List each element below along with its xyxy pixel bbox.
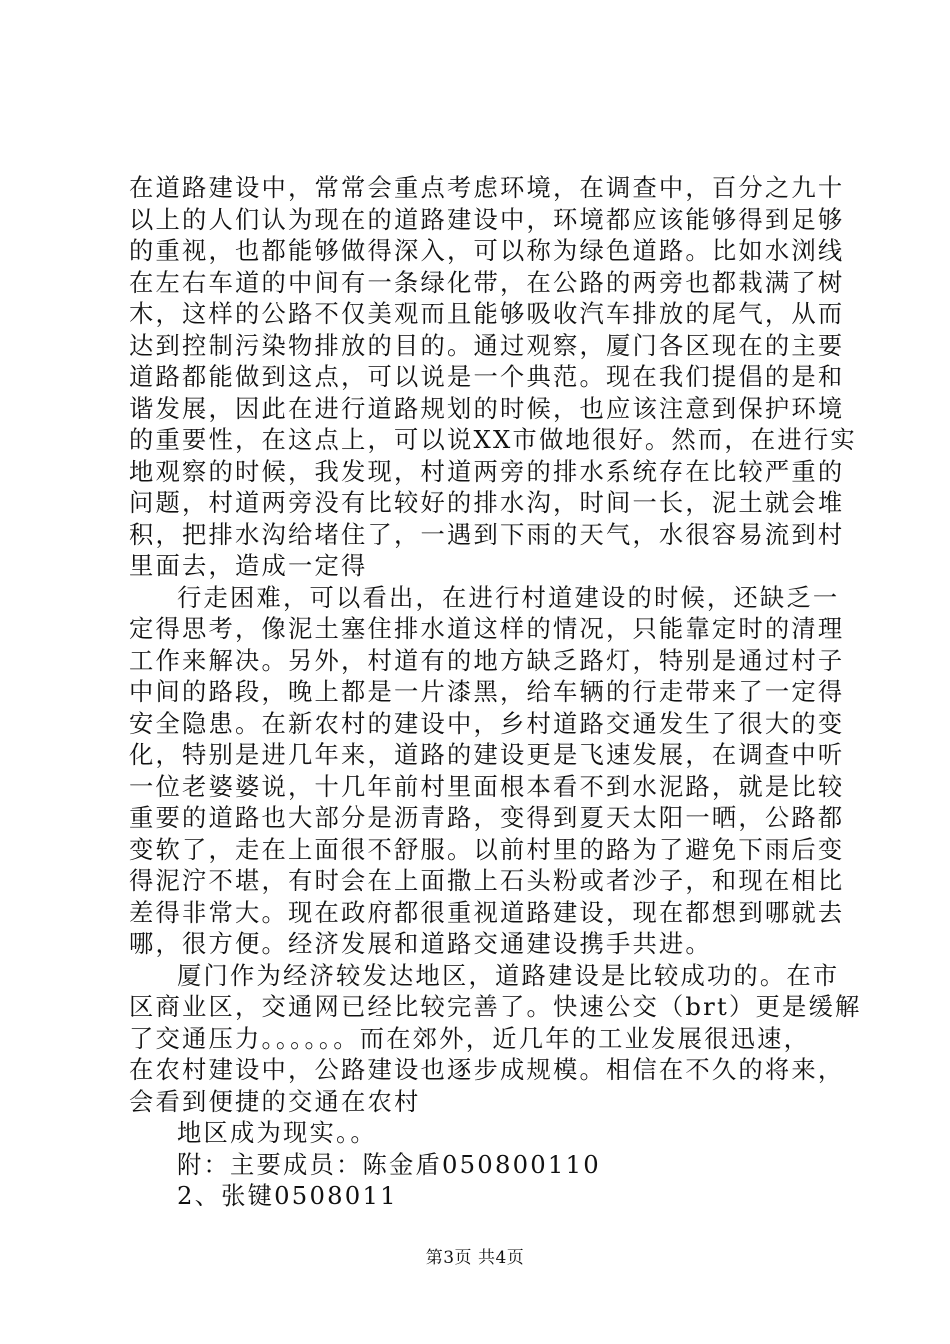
document-body — [129, 172, 862, 1212]
text-line: 安全隐患。在新农村的建设中，乡村道路交通发生了很大的变 — [129, 708, 845, 738]
text-line: 谐发展，因此在进行道路规划的时候，也应该注意到保护环境 — [129, 393, 845, 423]
text-line: 行走困难，可以看出，在进行村道建设的时候，还缺乏一 — [177, 582, 840, 612]
text-line: 地区成为现实。。 — [177, 1118, 377, 1147]
text-line: 木，这样的公路不仅美观而且能够吸收汽车排放的尾气，从而 — [129, 299, 845, 328]
text-line: 会看到便捷的交通在农村 — [129, 1086, 421, 1116]
text-line: 定得思考，像泥土塞住排水道这样的情况，只能靠定时的清理 — [129, 614, 845, 643]
text-line: 变软了，走在上面很不舒服。以前村里的路为了避免下雨后变 — [129, 834, 845, 864]
text-line: 的重要性，在这点上，可以说XX市做地很好。然而，在进行实 — [129, 425, 857, 454]
text-line: 了交通压力。。。。。。而在郊外，近几年的工业发展很迅速， — [129, 1023, 811, 1053]
text-line: 化，特别是进几年来，道路的建设更是飞速发展，在调查中听 — [129, 740, 845, 769]
page-footer: 第3页 共4页 — [425, 1248, 525, 1268]
text-line: 厦门作为经济较发达地区，道路建设是比较成功的。在市 — [177, 960, 840, 990]
text-line: 在农村建设中，公路建设也逐步成规模。相信在不久的将来， — [129, 1055, 845, 1084]
text-line: 一位老婆婆说，十几年前村里面根本看不到水泥路，就是比较 — [129, 771, 845, 801]
text-line: 地观察的时候，我发现，村道两旁的排水系统存在比较严重的 — [129, 456, 845, 486]
text-line: 重要的道路也大部分是沥青路，变得到夏天太阳一晒，公路都 — [129, 803, 845, 832]
text-line: 中间的路段，晚上都是一片漆黑，给车辆的行走带来了一定得 — [129, 677, 845, 706]
text-line: 以上的人们认为现在的道路建设中，环境都应该能够得到足够 — [129, 204, 845, 234]
text-line: 积，把排水沟给堵住了，一遇到下雨的天气，水很容易流到村 — [129, 519, 845, 549]
text-line: 差得非常大。现在政府都很重视道路建设，现在都想到哪就去 — [129, 897, 845, 927]
text-line: 道路都能做到这点，可以说是一个典范。现在我们提倡的是和 — [129, 362, 845, 391]
text-line: 工作来解决。另外，村道有的地方缺乏路灯，特别是通过村子 — [129, 645, 845, 675]
text-line: 的重视，也都能够做得深入，可以称为绿色道路。比如水浏线 — [129, 236, 845, 265]
text-line: 附：主要成员：陈金盾050800110 — [177, 1149, 601, 1179]
text-line: 问题，村道两旁没有比较好的排水沟，时间一长，泥土就会堆 — [129, 488, 845, 517]
text-line: 2、张键0508011 — [177, 1181, 398, 1210]
text-line: 在道路建设中，常常会重点考虑环境，在调查中，百分之九十 — [129, 173, 845, 202]
text-line: 里面去，造成一定得 — [129, 551, 368, 580]
text-line: 达到控制污染物排放的目的。通过观察，厦门各区现在的主要 — [129, 330, 845, 360]
text-line: 哪，很方便。经济发展和道路交通建设携手共进。 — [129, 929, 712, 958]
text-line: 区商业区，交通网已经比较完善了。快速公交（brt）更是缓解 — [129, 992, 862, 1021]
text-line: 得泥泞不堪，有时会在上面撒上石头粉或者沙子，和现在相比 — [129, 866, 845, 895]
text-line: 在左右车道的中间有一条绿化带，在公路的两旁也都栽满了树 — [129, 267, 845, 297]
